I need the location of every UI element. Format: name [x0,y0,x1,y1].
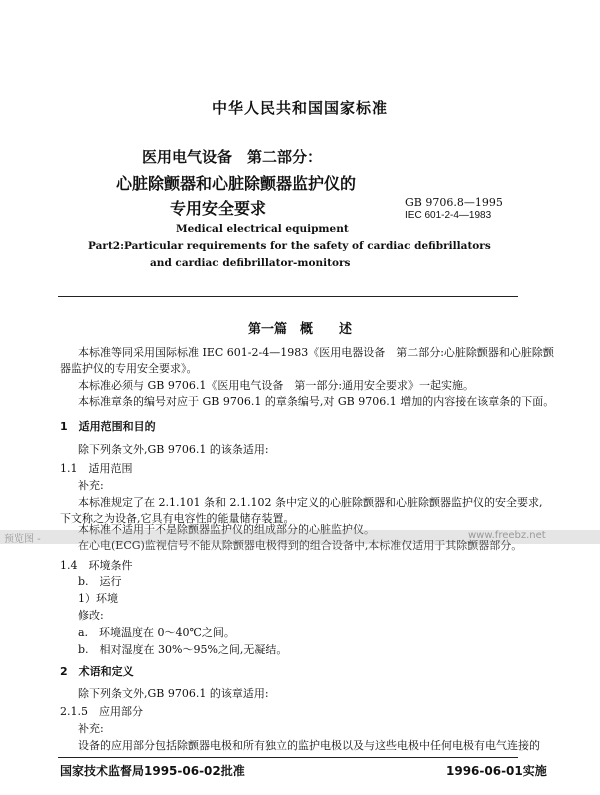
iec-standard-number: IEC 601-2-4—1983 [405,210,492,221]
header-divider [58,296,518,297]
section-1-1-paragraph-3: 在心电(ECG)监视信号不能从除颤器电极得到的组合设备中,本标准仅适用于其除颤器部分。 [78,539,523,552]
section-1-4-item-b: b. 运行 [78,575,122,588]
issuing-authority: 中华人民共和国国家标准 [211,99,388,117]
approval-date: 国家技术监督局1995-06-02批准 [60,764,245,778]
watermark-right: www.freebz.net [468,530,546,541]
english-title-line-1: Medical electrical equipment [176,223,349,235]
section-1-4-heading: 1.4 环境条件 [60,559,133,572]
section-1-4-item-bb: b. 相对湿度在 30%～95%之间,无凝结。 [78,643,288,656]
section-1-4-item-1: 1）环境 [78,592,118,605]
section-1-1-paragraph-1a: 本标准规定了在 2.1.101 条和 2.1.102 条中定义的心脏除颤器和心脏除颤器监护仪的安全要求, [78,496,543,509]
implementation-date: 1996-06-01实施 [446,764,547,778]
section-1-heading: 1 适用范围和目的 [60,420,156,433]
part-heading: 第一篇 概 述 [247,322,352,337]
watermark-left: 预览图 - [4,534,41,545]
intro-paragraph-2: 本标准必须与 GB 9706.1《医用电气设备 第一部分:通用安全要求》一起实施。 [78,379,475,392]
section-2-1-5-paragraph: 设备的应用部分包括除颤器电极和所有独立的监护电极以及与这些电极中任何电极有电气连接的 [78,739,540,752]
gb-standard-number: GB 9706.8—1995 [405,196,503,209]
intro-paragraph-1a: 本标准等同采用国际标准 IEC 601-2-4—1983《医用电器设备 第二部分:心脏除颤器和心脏除颤 [78,346,554,359]
section-1-1-heading: 1.1 适用范围 [60,462,133,475]
footer-divider [58,757,518,758]
title-line-2: 心脏除颤器和心脏除颤器监护仪的 [116,174,357,193]
section-1-4-item-a: a. 环境温度在 0～40℃之间。 [78,626,235,639]
section-2-heading: 2 术语和定义 [60,665,134,678]
title-line-3: 专用安全要求 [170,199,267,218]
section-2-1-5-supplement: 补充: [78,722,104,735]
section-2-text: 除下列条文外,GB 9706.1 的该章适用: [78,687,269,700]
section-1-text: 除下列条文外,GB 9706.1 的该条适用: [78,443,269,456]
english-title-line-2: Part2:Particular requirements for the safety of cardiac defibrillators [88,240,491,252]
section-1-1-paragraph-2: 本标准不适用于不是除颤器监护仪的组成部分的心脏监护仪。 [78,523,375,536]
intro-paragraph-1b: 器监护仪的专用安全要求》。 [60,362,198,375]
section-1-1-paragraph-1b: 下文称之为设备,它具有电容性的能量储存装置。 [60,512,295,525]
intro-paragraph-3: 本标准章条的编号对应于 GB 9706.1 的章条编号,对 GB 9706.1 增加的内容接在该章条的下面。 [78,395,555,408]
title-line-1: 医用电气设备 第二部分： [142,148,323,166]
english-title-line-3: and cardiac defibrillator-monitors [150,257,351,269]
section-1-4-modification: 修改: [78,609,104,622]
section-1-1-supplement: 补充: [78,479,104,492]
section-2-1-5-heading: 2.1.5 应用部分 [60,705,143,718]
